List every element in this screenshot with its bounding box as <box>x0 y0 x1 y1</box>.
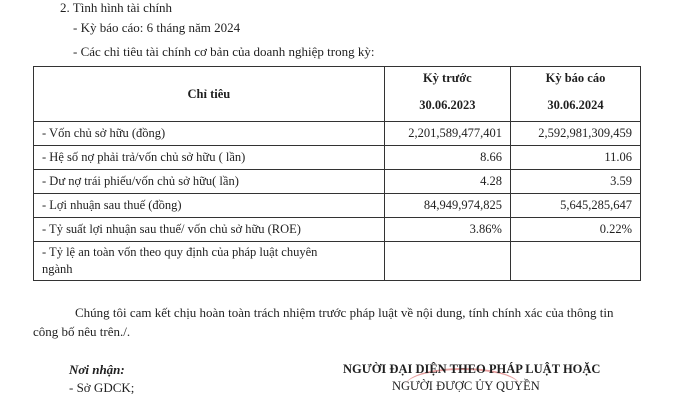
header-previous-date: 30.06.2023 <box>419 98 476 112</box>
header-current-date: 30.06.2024 <box>547 98 604 112</box>
row-previous-value: 4.28 <box>384 170 510 194</box>
row-indicator-name: - Lợi nhuận sau thuế (đồng) <box>34 194 385 218</box>
table-row <box>34 194 641 218</box>
row-current-value: 2,592,981,309,459 <box>510 122 640 146</box>
table-row <box>34 146 641 170</box>
commitment-line-1: Chúng tôi cam kết chịu hoàn toàn trách nhiệm trước pháp luật về nội dung, tính chính xác của thông tin <box>75 305 614 320</box>
row-indicator-name-line1: - Tỷ lệ an toàn vốn theo quy định của pháp luật chuyên <box>42 245 318 259</box>
row-indicator-name: - Tỷ suất lợi nhuận sau thuế/ vốn chủ sở hữu (ROE) <box>34 218 385 242</box>
signature-title-line-1: NGƯỜI ĐẠI DIỆN THEO PHÁP LUẬT HOẶC <box>343 362 601 376</box>
section-heading: 2. Tình hình tài chính <box>60 0 173 15</box>
row-current-value: 3.59 <box>510 170 640 194</box>
row-indicator-name <box>34 242 385 281</box>
row-current-value <box>510 242 640 281</box>
row-current-value: 5,645,285,647 <box>510 194 640 218</box>
row-current-value: 11.06 <box>510 146 640 170</box>
header-current-period <box>510 67 640 122</box>
row-current-value: 0.22% <box>510 218 640 242</box>
recipients-label: Nơi nhận: <box>69 362 125 377</box>
header-current-label: Kỳ báo cáo <box>545 71 606 85</box>
row-previous-value: 84,949,974,825 <box>384 194 510 218</box>
header-previous-period <box>384 67 510 122</box>
table-row <box>34 170 641 194</box>
row-previous-value: 2,201,589,477,401 <box>384 122 510 146</box>
row-indicator-name: - Dư nợ trái phiếu/vốn chủ sở hữu( lần) <box>34 170 385 194</box>
header-indicator <box>34 67 385 122</box>
table-row <box>34 122 641 146</box>
row-previous-value: 8.66 <box>384 146 510 170</box>
table-row <box>34 218 641 242</box>
table-row <box>34 242 641 281</box>
row-indicator-name: - Vốn chủ sở hữu (đồng) <box>34 122 385 146</box>
table-header-row <box>34 67 641 122</box>
financial-indicators-table <box>33 66 641 281</box>
header-previous-label: Kỳ trước <box>422 71 472 85</box>
signature-title-line-2: NGƯỜI ĐƯỢC ỦY QUYỀN <box>392 379 540 393</box>
row-indicator-name-line2: ngành <box>42 262 73 276</box>
reporting-period: - Kỳ báo cáo: 6 tháng năm 2024 <box>73 20 241 35</box>
row-previous-value <box>384 242 510 281</box>
row-indicator-name: - Hệ số nợ phải trả/vốn chủ sở hữu ( lần) <box>34 146 385 170</box>
recipient-item: - Sở GDCK; <box>69 380 135 395</box>
table-intro: - Các chỉ tiêu tài chính cơ bản của doanh nghiệp trong kỳ: <box>73 44 375 59</box>
row-previous-value: 3.86% <box>384 218 510 242</box>
header-indicator-label: Chỉ tiêu <box>187 86 231 101</box>
commitment-line-2: công bố nêu trên./. <box>33 324 131 339</box>
